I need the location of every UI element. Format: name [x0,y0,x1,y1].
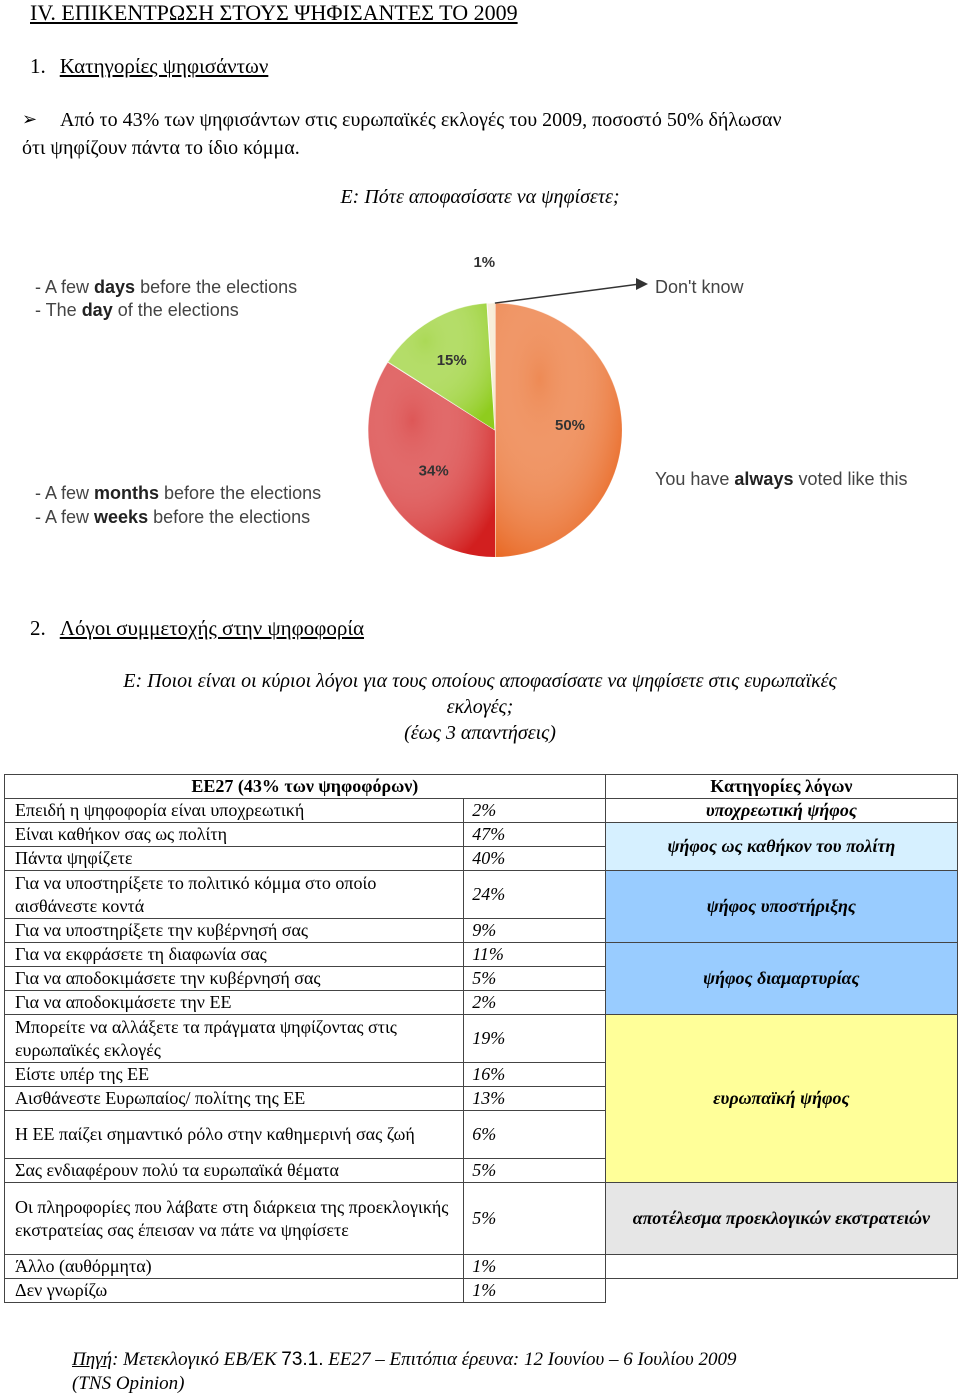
source-line-1 [72,1348,737,1372]
category-civic-duty: ψήφος ως καθήκον του πολίτη [605,823,957,871]
annotation-few-days: - A few days before the elections [35,277,298,297]
question-2-line-2: εκλογές; [446,696,514,718]
category-european: ευρωπαϊκή ψήφος [605,1015,957,1183]
pie-chart [0,240,960,560]
table-row-label: Για να εκφράσετε τη διαφωνία σας [5,943,464,967]
table-blank-cell [605,1279,957,1303]
section-2-title: Λόγοι συμμετοχής στην ψηφοφορία [59,616,365,640]
table-row-pct: 16% [464,1063,606,1087]
arrow-bullet-icon: ➢ [22,109,38,130]
table-row-pct: 5% [464,1183,606,1255]
table-row-pct: 47% [464,823,606,847]
bullet-line-1: Από το 43% των ψηφισάντων στις ευρωπαϊκές εκλογές του 2009, ποσοστό 50% δήλωσαν [60,109,782,131]
dont-know-arrowhead [636,278,648,290]
section-1-number: 1. [30,54,46,78]
reasons-table [4,774,958,1303]
table-row-label: Άλλο (αυθόρμητα) [5,1255,464,1279]
category-support: ψήφος υποστήριξης [605,871,957,943]
table-row-pct: 1% [464,1279,606,1303]
page-heading: IV. ΕΠΙΚΕΝΤΡΩΣΗ ΣΤΟΥΣ ΨΗΦΙΣΑΝΤΕΣ ΤΟ 2009 [30,0,518,25]
question-1: Ε: Πότε αποφασίσατε να ψηφίσετε; [340,186,620,208]
source-part-1: : Μετεκλογικό ΕΒ/ΕΚ [112,1349,282,1370]
source-part-3: ΕΕ27 – Επιτόπια έρευνα: 12 Ιουνίου – 6 Ιουλίου 2009 [323,1349,737,1370]
bullet-line-2: ότι ψηφίζουν πάντα το ίδιο κόμμα. [22,137,300,159]
section-1-title: Κατηγορίες ψηφισάντων [59,54,269,78]
table-row-label: Η ΕΕ παίζει σημαντικό ρόλο στην καθημερινή σας ζωή [5,1111,464,1159]
section-2-heading [30,616,364,641]
table-row-label: Αισθάνεστε Ευρωπαίος/ πολίτης της ΕΕ [5,1087,464,1111]
table-row-label: Είστε υπέρ της ΕΕ [5,1063,464,1087]
question-2-line-1: Ε: Ποιοι είναι οι κύριοι λόγοι για τους οποίους αποφασίσατε να ψηφίσετε στις ευρωπαϊκές [123,670,837,692]
table-row-pct: 19% [464,1015,606,1063]
table-row-label: Είναι καθήκον σας ως πολίτη [5,823,464,847]
category-protest: ψήφος διαμαρτυρίας [605,943,957,1015]
pie-data-label: 1% [473,254,496,272]
table-row-label: Για να αποδοκιμάσετε την ΕΕ [5,991,464,1015]
source-prefix: Πηγή [72,1349,113,1370]
table-row-pct: 2% [464,799,606,823]
category-compulsory: υποχρεωτική ψήφος [605,799,957,823]
table-row-label: Επειδή η ψηφοφορία είναι υποχρεωτική [5,799,464,823]
table-row-pct: 5% [464,1159,606,1183]
pie-data-label: 50% [554,417,586,434]
table-row-pct: 9% [464,919,606,943]
dont-know-arrow [495,284,640,303]
annotation-few-weeks: - A few weeks before the elections [35,507,311,527]
source-part-2: 73.1. [281,1349,324,1370]
annotation-always: You have always voted like this [655,469,908,489]
section-2-number: 2. [30,616,46,640]
table-row-pct: 1% [464,1255,606,1279]
annotation-day-of: - The day of the elections [35,300,239,320]
table-header-right: Κατηγορίες λόγων [605,775,957,799]
annotation-few-months: - A few months before the elections [35,483,322,503]
table-row-label: Μπορείτε να αλλάξετε τα πράγματα ψηφίζοντας στις ευρωπαϊκές εκλογές [5,1015,464,1063]
section-1-heading [30,54,268,79]
source-note [72,1348,737,1396]
table-row-label: Σας ενδιαφέρουν πολύ τα ευρωπαϊκά θέματα [5,1159,464,1183]
table-row-label: Πάντα ψηφίζετε [5,847,464,871]
table-row-label: Για να υποστηρίξετε το πολιτικό κόμμα στο οποίο αισθάνεστε κοντά [5,871,464,919]
annotation-dont-know: Don't know [655,277,744,297]
table-row-label: Οι πληροφορίες που λάβατε στη διάρκεια της προεκλογικής εκστρατείας σας έπεισαν να πάτε να ψηφίσετε [5,1183,464,1255]
table-row-pct: 40% [464,847,606,871]
question-2-line-3: (έως 3 απαντήσεις) [404,722,556,744]
table-row-pct: 13% [464,1087,606,1111]
table-row-label: Για να αποδοκιμάσετε την κυβέρνησή σας [5,967,464,991]
table-row-pct: 2% [464,991,606,1015]
question-2 [0,668,960,746]
table-row-pct: 5% [464,967,606,991]
source-line-2: (TNS Opinion) [72,1373,185,1394]
category-campaign: αποτέλεσμα προεκλογικών εκστρατειών [605,1183,957,1255]
pie-data-label: 34% [418,462,449,480]
table-row-label: Δεν γνωρίζω [5,1279,464,1303]
table-header-left: ΕΕ27 (43% των ψηφοφόρων) [5,775,606,799]
pie-data-label: 15% [436,351,467,369]
table-row-pct: 6% [464,1111,606,1159]
table-row-pct: 24% [464,871,606,919]
table-row-pct: 11% [464,943,606,967]
table-row-label: Για να υποστηρίξετε την κυβέρνησή σας [5,919,464,943]
category-empty [605,1255,957,1279]
